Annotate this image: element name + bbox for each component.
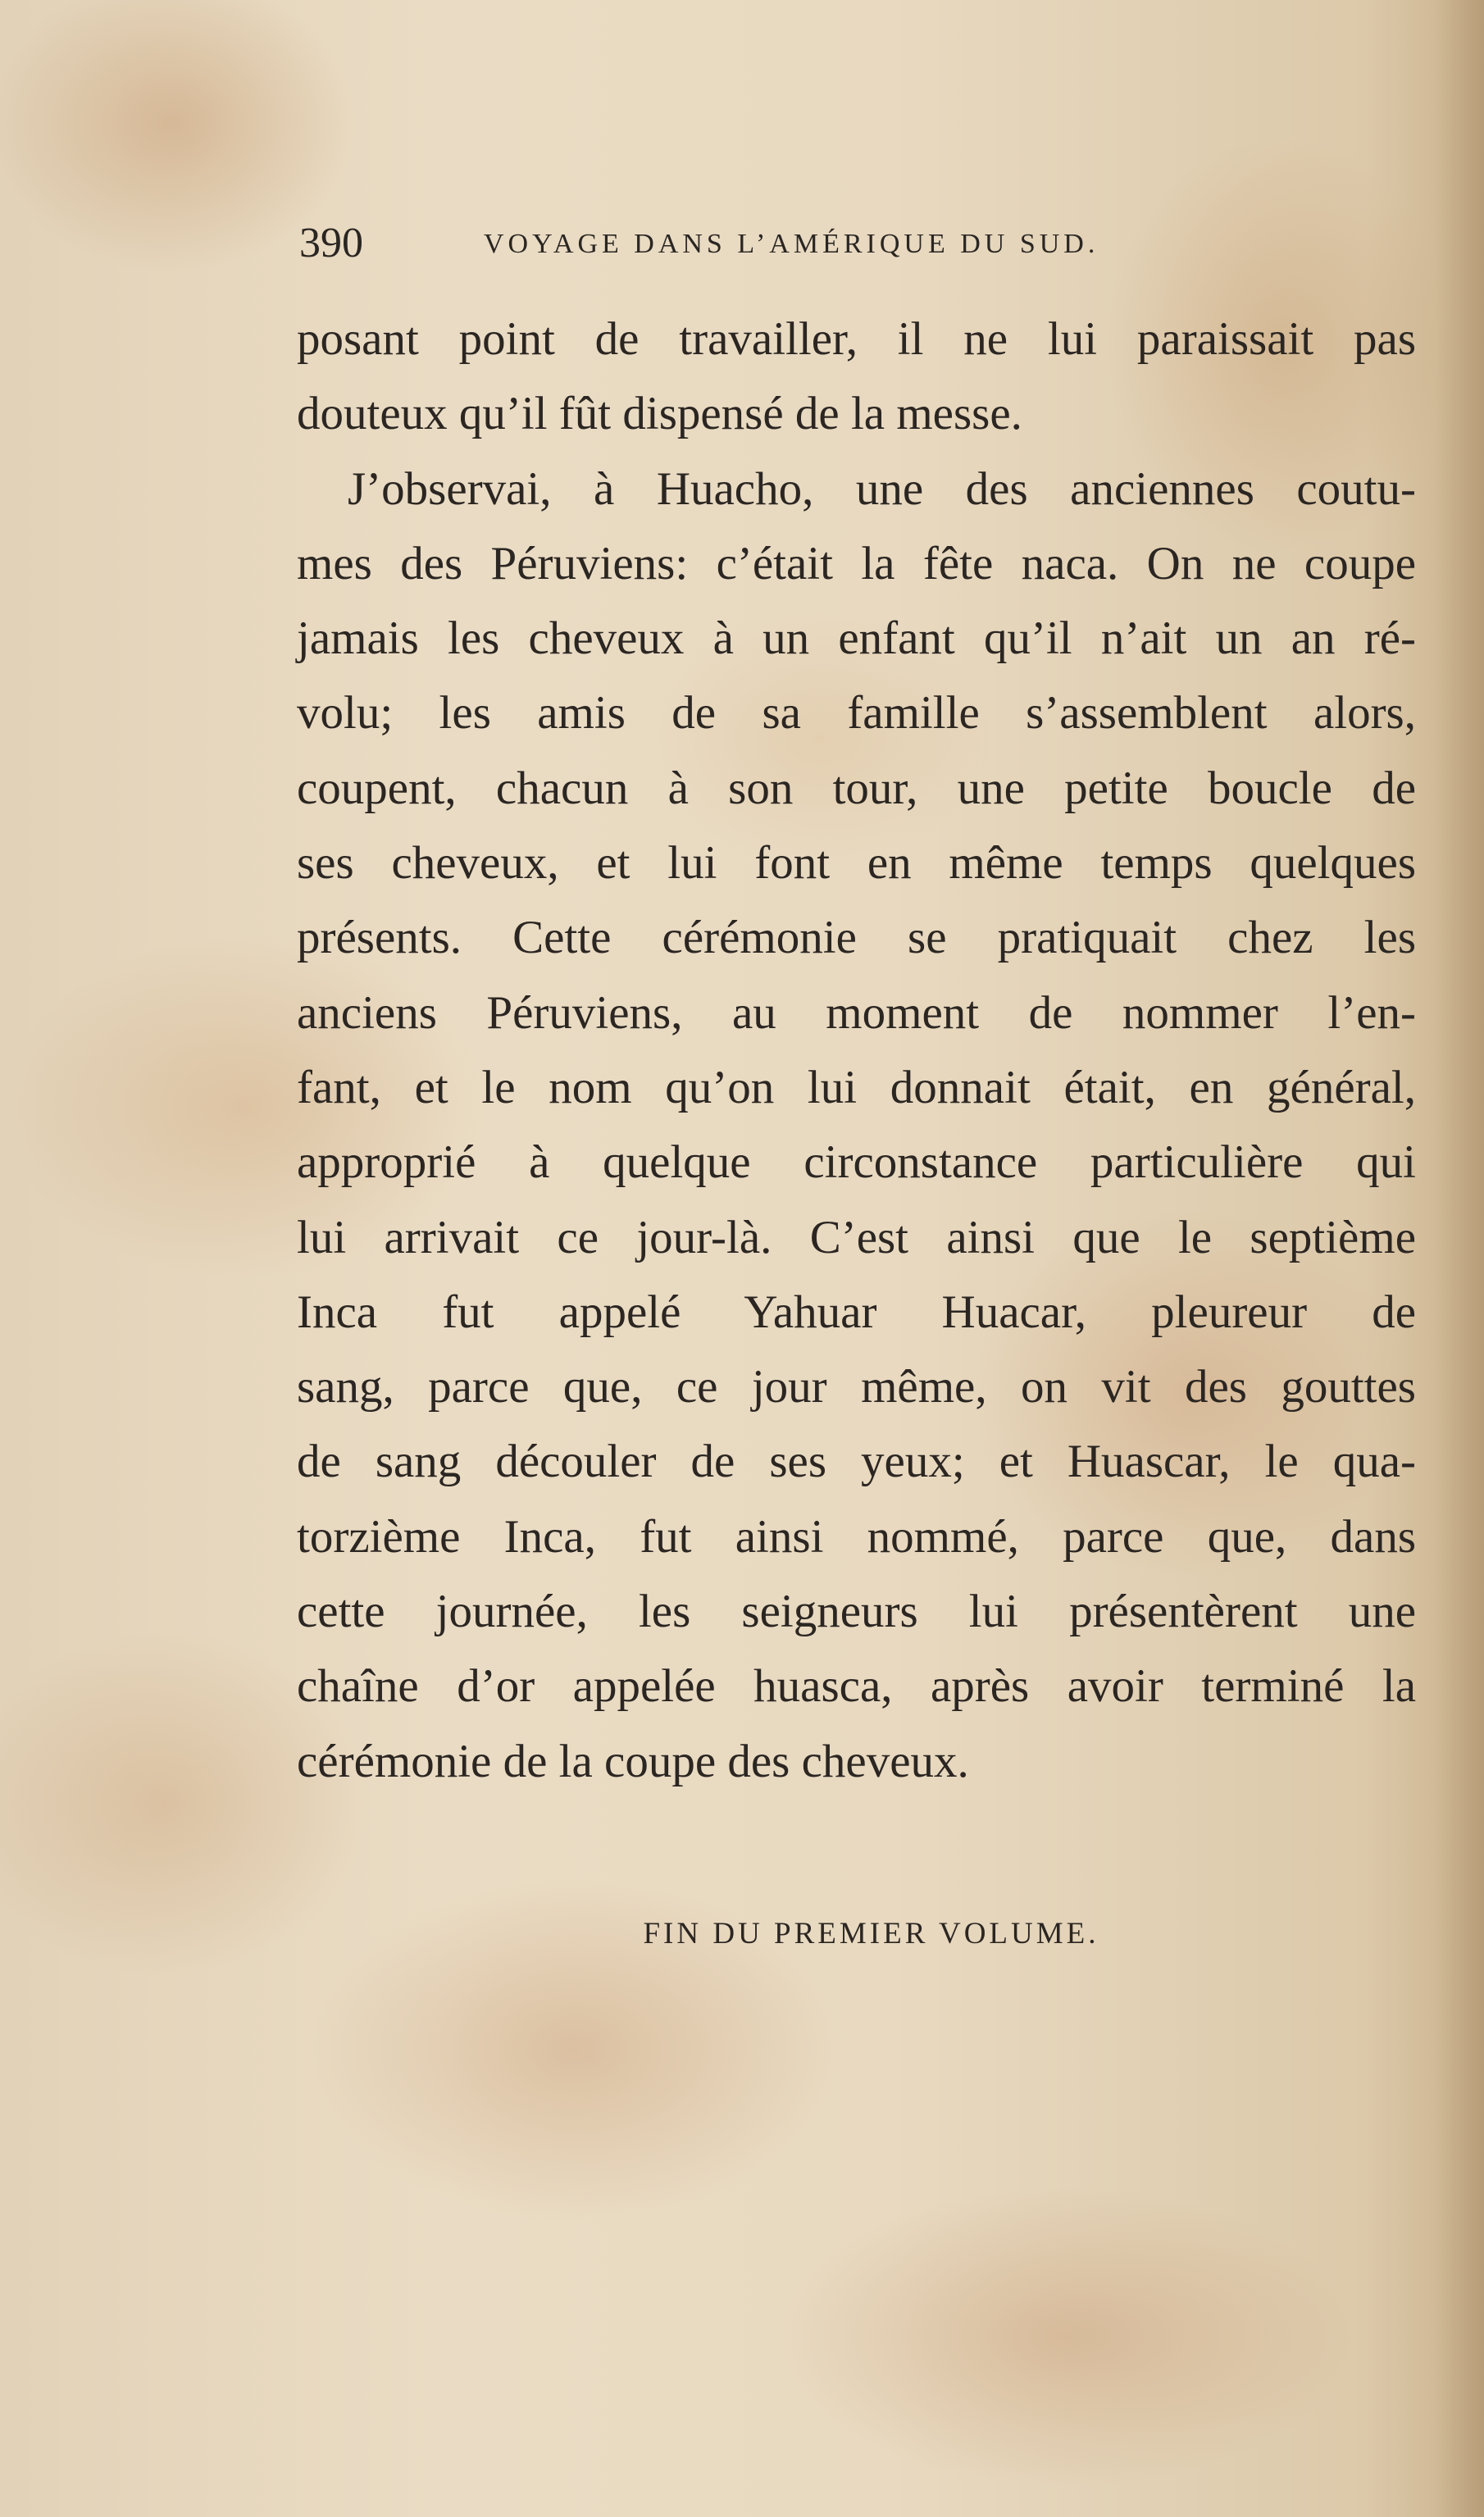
text-line: coupent, chacun à son tour, une petite boucle de: [297, 762, 1416, 814]
end-of-volume-note: FIN DU PREMIER VOLUME.: [643, 1917, 1099, 1950]
text-line: mes des Péruviens: c’était la fête naca. On ne coupe: [297, 537, 1416, 589]
text-line: présents. Cette cérémonie se pratiquait chez les: [297, 912, 1416, 964]
text-line: sang, parce que, ce jour même, on vit des gouttes: [297, 1361, 1416, 1413]
text-line: douteux qu’il fût dispensé de la messe.: [297, 388, 1022, 440]
page-header: [299, 215, 1250, 272]
text-line: volu; les amis de sa famille s’assemblent alors,: [297, 687, 1416, 740]
text-line: anciens Péruviens, au moment de nommer l’en-: [297, 986, 1416, 1039]
text-line: lui arrivait ce jour-là. C’est ainsi que le septième: [297, 1211, 1416, 1263]
running-title: VOYAGE DANS L’AMÉRIQUE DU SUD.: [484, 229, 1099, 259]
text-line: cette journée, les seigneurs lui présentèrent une: [297, 1586, 1416, 1638]
text-line: jamais les cheveux à un enfant qu’il n’ait un an ré-: [297, 612, 1416, 665]
text-line: ses cheveux, et lui font en même temps quelques: [297, 837, 1416, 890]
text-line: de sang découler de ses yeux; et Huascar, le qua-: [297, 1436, 1416, 1488]
text-line: cérémonie de la coupe des cheveux.: [297, 1735, 969, 1787]
text-line: torzième Inca, fut ainsi nommé, parce que, dans: [297, 1510, 1416, 1563]
text-line: approprié à quelque circonstance particulière qui: [297, 1136, 1416, 1189]
body-text: [297, 302, 1416, 1799]
text-line: Inca fut appelé Yahuar Huacar, pleureur de: [297, 1286, 1416, 1338]
page-number: 390: [299, 220, 363, 266]
page-edge-shadow: [1435, 0, 1484, 2517]
text-line: chaîne d’or appelée huasca, après avoir terminé la: [297, 1660, 1416, 1713]
text-line: fant, et le nom qu’on lui donnait était, en général,: [297, 1061, 1416, 1113]
text-line: posant point de travailler, il ne lui paraissait pas: [297, 313, 1416, 365]
text-line: J’observai, à Huacho, une des anciennes coutu-: [348, 462, 1416, 515]
